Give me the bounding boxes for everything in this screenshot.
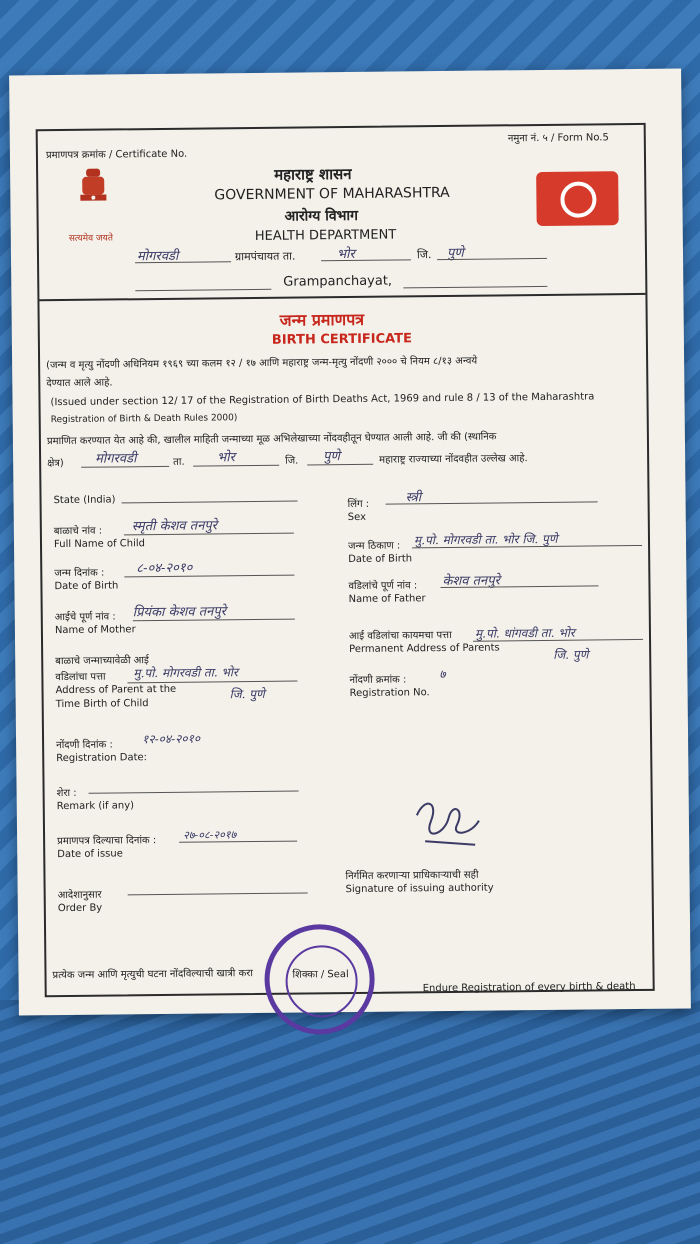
perm-addr-value1: मु.पो. धांगवडी ता. भोर xyxy=(474,625,575,641)
header-divider xyxy=(39,293,645,301)
mother-label-en: Name of Mother xyxy=(54,624,136,637)
title-marathi: जन्म प्रमाणपत्र xyxy=(279,309,365,330)
state-marathi: महाराष्ट्र शासन xyxy=(274,164,352,184)
intro-marathi-2: देण्यात आले आहे. xyxy=(46,377,113,390)
birth-addr-label-mr2: वडिलांचा पत्ता xyxy=(55,671,106,684)
footer-english: Endure Registration of every birth & death xyxy=(422,981,636,995)
issue-label-mr: प्रमाणपत्र दिल्याचा दिनांक : xyxy=(57,835,157,848)
remark-label-mr: शेरा : xyxy=(56,787,77,800)
seal-label: शिक्का / Seal xyxy=(292,969,349,981)
signature-icon xyxy=(405,794,496,865)
intro-marathi-1: (जन्म व मृत्यु नोंदणी अधिनियम १९६९ च्या कलम १२ / १७ आणि महाराष्ट्र जन्म-मृत्यु नोंदणी २००० चे नियम ८/१३ अन्वये xyxy=(46,355,478,372)
certify-line: प्रमाणित करण्यात येत आहे की, खालील माहिती जन्माच्या मूळ अभिलेखाच्या नोंदवहीतून घेण्यात आली आहे. जी की (स्थानिक xyxy=(46,431,497,448)
reg-no-label-mr: नोंदणी क्रमांक : xyxy=(349,674,407,687)
area-label: क्षेत्र) xyxy=(47,457,64,470)
remark-label-en: Remark (if any) xyxy=(56,800,135,813)
ta-hand: भोर xyxy=(217,450,236,466)
certificate-no-label: प्रमाणपत्र क्रमांक / Certificate No. xyxy=(45,148,188,162)
perm-addr-label-en: Permanent Address of Parents xyxy=(349,642,500,656)
mother-value: प्रियंका केशव तनपुरे xyxy=(132,604,227,621)
father-label-en: Name of Father xyxy=(348,593,426,606)
perm-addr-label-mr: आई वडिलांचा कायमचा पत्ता xyxy=(348,629,452,643)
birth-place-label-mr: जन्म ठिकाण : xyxy=(347,540,401,553)
mother-label-mr: आईचे पूर्ण नांव : xyxy=(54,611,116,624)
title-english: BIRTH CERTIFICATE xyxy=(271,331,413,348)
authority-label-en: Signature of issuing authority xyxy=(345,882,494,896)
dob-label-en: Date of Birth xyxy=(54,580,119,593)
dob-label-mr: जन्म दिनांक : xyxy=(54,567,105,580)
district-label: जि. xyxy=(416,248,432,262)
birth-addr-value1: मु.पो. मोगरवडी ता. भोर xyxy=(133,665,238,681)
father-label-mr: वडिलांचे पूर्ण नांव : xyxy=(348,580,418,593)
issue-label-en: Date of issue xyxy=(57,848,123,861)
ji-hand: पुणे xyxy=(323,449,340,465)
ashoka-emblem-icon xyxy=(76,166,111,216)
taluka-hand: भोर xyxy=(336,246,355,263)
birth-place-value: मु.पो. मोगरवडी ता. भोर जि. पुणे xyxy=(413,531,558,548)
order-label-en: Order By xyxy=(57,902,103,915)
order-label-mr: आदेशानुसार xyxy=(57,889,102,902)
reg-no-label-en: Registration No. xyxy=(349,687,430,700)
birth-addr-label-mr1: बाळाचे जन्माच्यावेळी आई xyxy=(55,655,149,668)
dob-value: ८-०४-२०१० xyxy=(136,560,193,577)
district-hand: पुणे xyxy=(446,245,464,261)
birth-addr-label-en2: Time Birth of Child xyxy=(55,698,149,711)
ta-label: ता. xyxy=(173,456,185,468)
form-no-label: नमुना नं. ५ / Form No.5 xyxy=(507,132,609,145)
sex-label-en: Sex xyxy=(347,511,367,524)
ji-label: जि. xyxy=(285,455,299,467)
intro-english-2: Registration of Birth & Death Rules 2000) xyxy=(50,413,238,426)
birth-addr-label-en1: Address of Parent at the xyxy=(55,683,177,697)
child-name-label-mr: बाळाचे नांव : xyxy=(53,525,103,538)
perm-addr-value2: जि. पुणे xyxy=(553,647,589,662)
village-hand: मोगरवडी xyxy=(136,248,179,265)
birth-addr-value2: जि. पुणे xyxy=(229,686,265,702)
dept-english: HEALTH DEPARTMENT xyxy=(254,227,397,244)
area-hand: मोगरवडी xyxy=(95,451,137,467)
child-name-label-en: Full Name of Child xyxy=(53,538,146,551)
background-cloth xyxy=(0,1000,700,1244)
certificate-frame xyxy=(36,123,655,997)
grampanchayat-label-marathi: ग्रामपंचायत ता. xyxy=(234,249,296,264)
health-logo-icon xyxy=(536,171,619,226)
sex-value: स्त्री xyxy=(405,490,422,506)
reg-no-value: ७ xyxy=(439,667,446,682)
birth-certificate-document xyxy=(9,69,691,1016)
grampanchayat-label: Grampanchayat, xyxy=(283,273,393,290)
authority-label-mr: निर्गमित करणाऱ्या प्राधिकाऱ्याची सही xyxy=(345,869,479,883)
reg-date-label-mr: नोंदणी दिनांक : xyxy=(56,739,113,752)
child-name-value: स्मृती केशव तनपुरे xyxy=(131,518,218,535)
father-value: केशव तनपुरे xyxy=(442,573,501,590)
dept-marathi: आरोग्य विभाग xyxy=(284,207,359,225)
reg-date-label-en: Registration Date: xyxy=(56,752,148,765)
footer-marathi: प्रत्येक जन्म आणि मृत्युची घटना नोंदविल्याची खात्री करा xyxy=(52,968,253,982)
issue-value: २७-०८-२०१७ xyxy=(182,828,237,842)
birth-place-label-en: Date of Birth xyxy=(348,553,413,566)
register-suffix: महाराष्ट्र राज्याच्या नोंदवहीत उल्लेख आहे. xyxy=(379,453,528,466)
intro-english-1: (Issued under section 12/ 17 of the Registration of Birth Deaths Act, 1969 and rule 8 / 13 of the Maharashtra xyxy=(50,391,595,409)
state-label: State (India) xyxy=(53,494,116,507)
motto-text: सत्यमेव जयते xyxy=(68,233,114,244)
reg-date-value: १२-०४-२०१० xyxy=(141,731,201,747)
state-english: GOVERNMENT OF MAHARASHTRA xyxy=(214,184,450,204)
sex-label-mr: लिंग : xyxy=(347,498,370,511)
